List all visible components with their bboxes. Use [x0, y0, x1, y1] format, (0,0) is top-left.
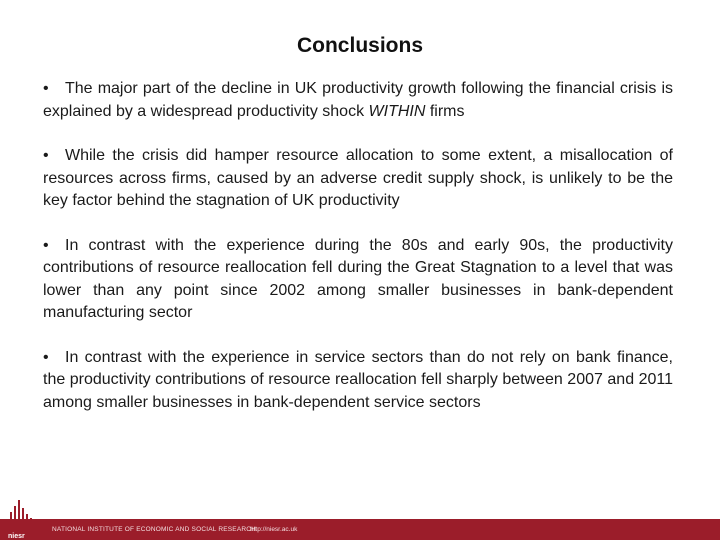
footer-url[interactable]: http://niesr.ac.uk [250, 526, 298, 533]
bullet-emphasis: WITHIN [368, 102, 426, 120]
bullet-text: The major part of the decline in UK productivity growth following the financial crisis is explained by a widespread productivity shock [43, 80, 673, 120]
niesr-logo-icon [6, 486, 46, 540]
bullet-marker: • [43, 147, 49, 164]
footer-bar [0, 519, 720, 540]
bullet-text: While the crisis did hamper resource allocation to some extent, a misallocation of resources across firms, caused by an adverse credit supply shock, is unlikely to be the key factor behind the stagnation of UK productivity [43, 147, 673, 209]
bullet-list [43, 78, 673, 436]
bullet-item [43, 347, 673, 415]
bullet-text: In contrast with the experience during the 80s and early 90s, the productivity contributions of resource reallocation fell during the Great Stagnation to a level that was lower than any point since 2002 among smaller businesses in bank-dependent manufacturing sector [43, 236, 673, 321]
bullet-marker: • [43, 236, 49, 254]
logo-text: niesr [8, 533, 25, 540]
bullet-marker: • [43, 80, 49, 97]
slide-title: Conclusions [296, 34, 423, 57]
footer-organization: NATIONAL INSTITUTE OF ECONOMIC AND SOCIAL RESEARCH [52, 526, 257, 533]
bullet-item [43, 235, 673, 325]
bullet-text: In contrast with the experience in service sectors than do not rely on bank finance, the productivity contributions of resource reallocation fell sharply between 2007 and 2011 among smaller businesses in bank-dependent service sectors [43, 348, 673, 411]
bullet-marker: • [43, 348, 49, 366]
bullet-item [43, 78, 673, 123]
bullet-text-end: firms [425, 102, 465, 120]
bullet-item [43, 145, 673, 213]
